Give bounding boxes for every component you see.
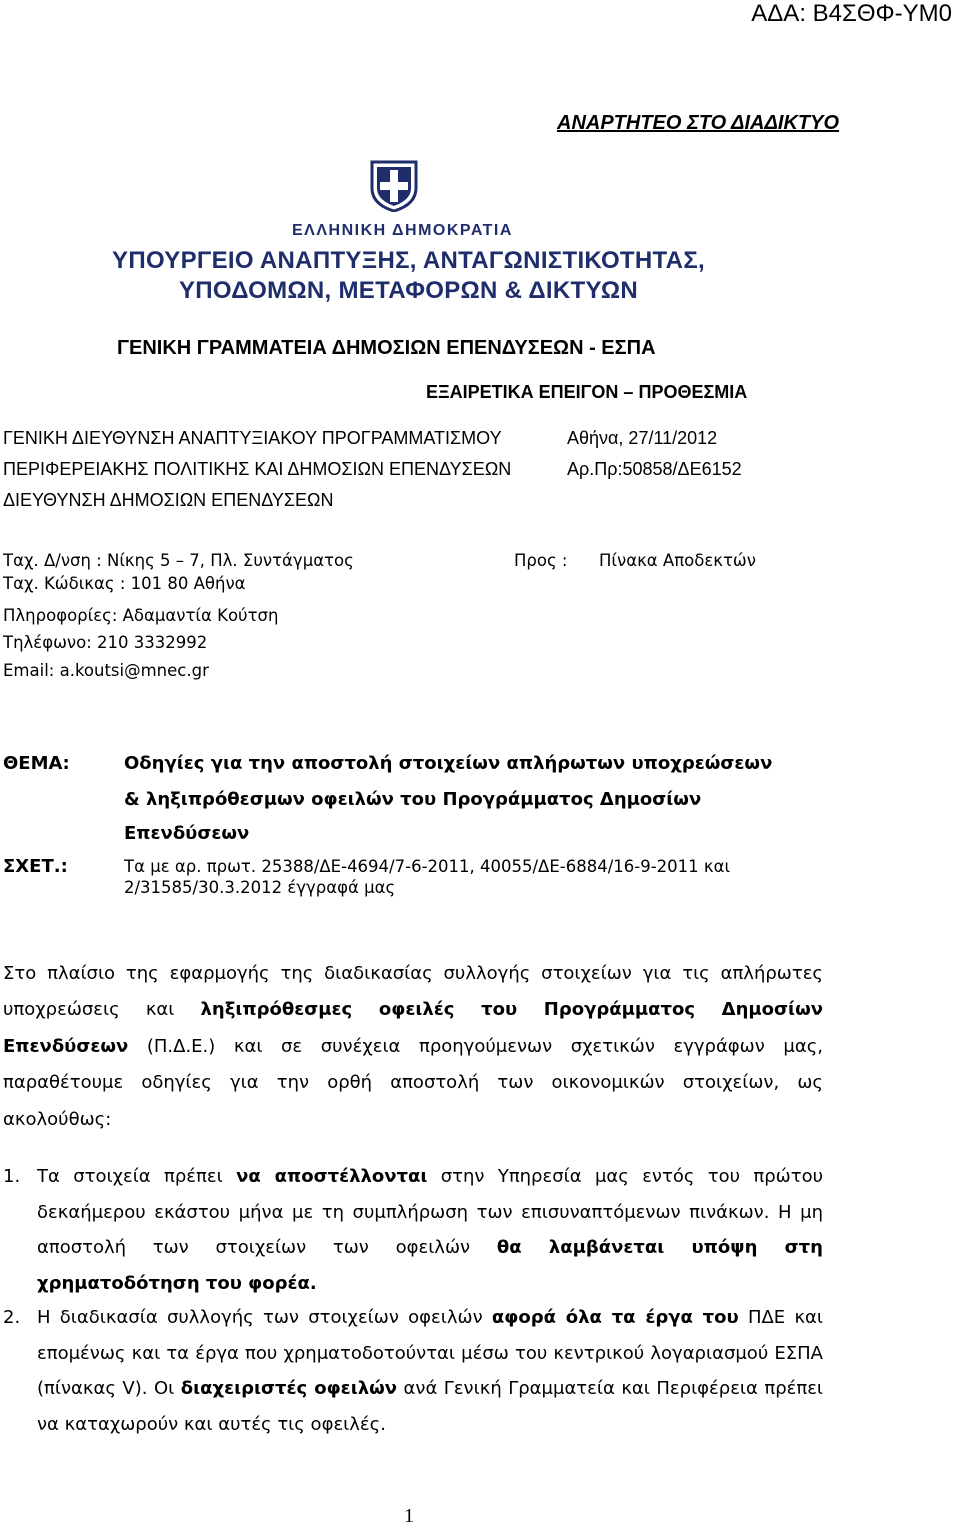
item-text: Η διαδικασία συλλογής των στοιχείων οφειλών	[37, 1307, 492, 1328]
postcode: Ταχ. Κώδικας : 101 80 Αθήνα	[3, 574, 246, 593]
item-text: ανά Γενική Γραμματεία και Περιφέρεια πρέπει να καταχωρούν και αυτές τις οφειλές.	[37, 1378, 824, 1435]
list-item	[3, 1159, 823, 1301]
protocol-number: Αρ.Πρ:50858/ΔΕ6152	[567, 459, 742, 479]
item-bold: να αποστέλλονται	[236, 1166, 428, 1187]
recipient-label: Προς :	[514, 551, 568, 570]
subject-label: ΘΕΜΑ:	[3, 753, 70, 774]
item-number: 1.	[3, 1166, 21, 1187]
subject-line-2: & ληξιπρόθεσμων οφειλών του Προγράμματος Δημοσίων	[124, 789, 702, 810]
item-bold: αφορά όλα τα έργα του	[491, 1307, 739, 1328]
urgency-notice: ΕΞΑΙΡΕΤΙΚΑ ΕΠΕΙΓΟΝ – ΠΡΟΘΕΣΜΙΑ	[426, 382, 748, 402]
list-item	[3, 1300, 823, 1442]
item-text: Τα στοιχεία πρέπει	[37, 1166, 237, 1187]
intro-paragraph	[3, 956, 823, 1138]
subject-line-1: Οδηγίες για την αποστολή στοιχείων απλήρωτων υποχρεώσεων	[124, 753, 773, 774]
ministry-name	[96, 246, 721, 306]
post-notice: ΑΝΑΡΤΗΤΕΟ ΣΤΟ ΔΙΑΔΙΚΤΥΟ	[557, 112, 840, 134]
department-line-2: ΠΕΡΙΦΕΡΕΙΑΚΗΣ ΠΟΛΙΤΙΚΗΣ ΚΑΙ ΔΗΜΟΣΙΩΝ ΕΠΕΝΔΥΣΕΩΝ	[3, 459, 512, 479]
page-number: 1	[404, 1505, 414, 1527]
government-title: ΕΛΛΗΝΙΚΗ ΔΗΜΟΚΡΑΤΙΑ	[292, 222, 513, 239]
email[interactable]: Email: a.koutsi@mnec.gr	[3, 661, 209, 680]
ministry-line-2: ΥΠΟΔΟΜΩΝ, ΜΕΤΑΦΟΡΩΝ & ΔΙΚΤΥΩΝ	[178, 277, 639, 304]
department-line-3: ΔΙΕΥΘΥΝΣΗ ΔΗΜΟΣΙΩΝ ΕΠΕΝΔΥΣΕΩΝ	[3, 490, 334, 510]
recipient-value: Πίνακα Αποδεκτών	[599, 551, 756, 570]
intro-text-2: (Π.Δ.Ε.) και σε συνέχεια προηγούμενων σχετικών εγγράφων μας, παραθέτουμε οδηγίες για την ορθή αποστολή των οικονομικών στοιχείων, ως ακολούθως:	[3, 1035, 823, 1130]
subject-line-3: Επενδύσεων	[124, 823, 250, 844]
item-number: 2.	[3, 1307, 21, 1328]
reference-line-1: Τα με αρ. πρωτ. 25388/ΔΕ-4694/7-6-2011, 40055/ΔΕ-6884/16-9-2011 και	[124, 857, 731, 876]
document-date: Αθήνα, 27/11/2012	[567, 428, 718, 448]
phone: Τηλέφωνο: 210 3332992	[3, 633, 208, 652]
item-text: στην Υπηρεσία μας εντός του πρώτου δεκαήμερου εκάστου μήνα με τη συμπλήρωση των επισυναπτόμενων πινάκων. Η μη αποστολή των στοιχείων των οφειλών	[37, 1166, 823, 1258]
reference-label: ΣΧΕΤ.:	[3, 856, 68, 877]
item-bold: διαχειριστές οφειλών	[180, 1378, 398, 1399]
ministry-line-1: ΥΠΟΥΡΓΕΙΟ ΑΝΑΠΤΥΞΗΣ, ΑΝΤΑΓΩΝΙΣΤΙΚΟΤΗΤΑΣ,	[112, 247, 705, 274]
postal-address: Ταχ. Δ/νση : Νίκης 5 – 7, Πλ. Συντάγματος	[3, 551, 354, 570]
reference-line-2: 2/31585/30.3.2012 έγγραφά μας	[124, 878, 396, 897]
intro-text-1: Στο πλαίσιο της εφαρμογής της διαδικασίας συλλογής στοιχείων για τις απλήρωτες υποχρεώσεις και	[3, 963, 823, 1021]
info-contact: Πληροφορίες: Αδαμαντία Κούτση	[3, 606, 279, 625]
intro-bold-1: ληξιπρόθεσμες οφειλές του Προγράμματος Δημοσίων Επενδύσεων	[3, 999, 823, 1057]
greek-coat-of-arms-icon	[368, 158, 420, 212]
general-secretariat: ΓΕΝΙΚΗ ΓΡΑΜΜΑΤΕΙΑ ΔΗΜΟΣΙΩΝ ΕΠΕΝΔΥΣΕΩΝ - ΕΣΠΑ	[117, 337, 656, 359]
item-text: ΠΔΕ και επομένως και τα έργα που χρηματοδοτούνται μέσω του κεντρικού λογαριασμού ΕΣΠΑ (πίνακας V). Οι	[37, 1307, 824, 1399]
ada-code: ΑΔΑ: Β4ΣΘΦ-ΥΜ0	[751, 0, 952, 27]
item-bold: θα λαμβάνεται υπόψη στη χρηματοδότηση του φορέα.	[37, 1237, 823, 1294]
department-line-1: ΓΕΝΙΚΗ ΔΙΕΥΘΥΝΣΗ ΑΝΑΠΤΥΞΙΑΚΟΥ ΠΡΟΓΡΑΜΜΑΤΙΣΜΟΥ	[3, 428, 502, 448]
